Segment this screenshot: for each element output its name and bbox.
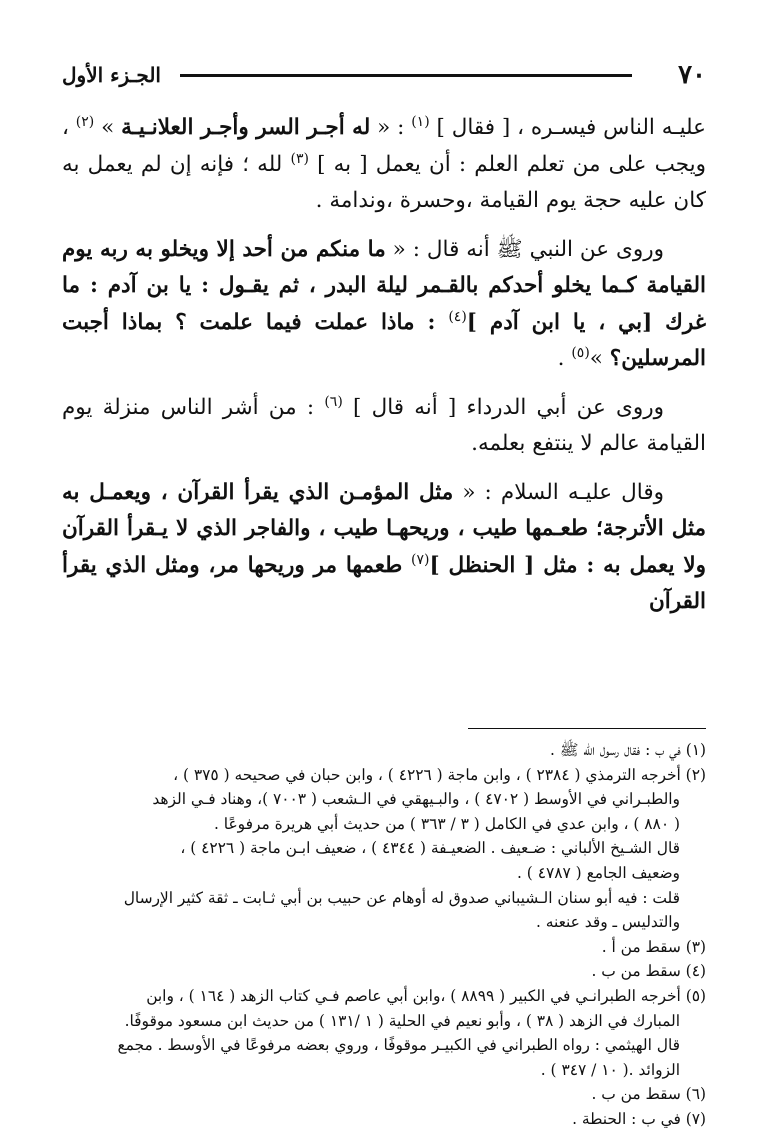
paragraph-1: عليـه الناس فيسـره ، [ فقال ] $^{(١)}$ : « له أجـر السر وأجـر العلانـيـة » $^{(٢)}$ ، ويجب على من تعلم العلم : أن يعمل [ به ] $^{(٣)}$ لله ؛ فإنه إن لم يعمل به كان عليه حجة يوم القيامة ،وحسرة ،وندامة .: [62, 113, 707, 213]
footnote-5: (٥) أخرجه الطبرانـي في الكبير ( ٨٨٩٩ ) ،وابن أبي عاصم فـي كتاب الزهد ( ١٦٤ ) ، وابن المبارك في الزهد ( ٣٨ ) ، وأبو نعيم في الحلية ( ١ /١٣١ ) من حديث ابن مسعود موقوفًا. قال الهيثمي : رواه الطبراني في الكبيـر موقوفًا ، وروي بعضه مرفوعًا في الأوسط . مجمع الزوائد .( ١٠ / ٣٤٧ ) .: [117, 986, 706, 1079]
footnote-ref-6[interactable]: (٦): [324, 393, 343, 410]
footnote-3: (٣) سقط من أ .: [601, 937, 706, 956]
running-title: الجـزء الأول: [62, 63, 161, 87]
footnote-4: (٤) سقط من ب .: [591, 962, 706, 981]
hadith-quote: ما منكم من أحد إلا ويخلو به ربه يوم القيامة كـما يخلو أحدكم بالقـمر ليلة البدر ، ثم يقـول : يا بن آدم : ما غرك [بي ، يا ابن آدم ]: [62, 236, 706, 335]
page-header: [62, 60, 706, 92]
main-text: [62, 110, 706, 633]
hadith-quote: : ماذا عملت فيما علمت ؟ بماذا أجبت المرسلين؟: [62, 309, 706, 371]
footnote-ref-1[interactable]: (١): [411, 113, 430, 130]
footnote-ref-5[interactable]: (٥): [571, 344, 590, 361]
hadith-quote: طعمها مر وريحها مر، ومثل الذي يقرأ القرآن: [62, 552, 706, 614]
footnote-2: (٢) أخرجه الترمذي ( ٢٣٨٤ ) ، وابن ماجة ( ٤٢٢٦ ) ، وابن حبان في صحيحه ( ٣٧٥ ) ، والطبـراني في الأوسط ( ٤٧٠٢ ) ، والبـيهقي في الـشعب ( ٧٠٠٣ )، وهناد فـي الزهد ( ٨٨٠ ) ، وابن عدي في الكامل ( ٣ / ٣٦٣ ) من حديث أبي هريرة مرفوعًا . قال الشـيخ الألباني : ضـعيف . الضعيـفة ( ٤٣٤٤ ) ، ضعيف ابـن ماجة ( ٤٢٢٦ ) ، وضعيف الجامع ( ٤٧٨٧ ) . قلت : فيه أبو سنان الـشيباني صدوق له أوهام عن حبيب بن أبي ثـابت ـ ثقة كثير الإرسال والتدليس ـ وقد عنعنه .: [123, 765, 706, 932]
footnote-separator: [468, 728, 706, 729]
paragraph-3: وروى عن أبي الدرداء [ أنه قال ] $^{(٦)}$ : من أشر الناس منزلة يوم القيامة عالم لا ينتفع بعلمه.: [62, 393, 706, 456]
footnote-ref-3[interactable]: (٣): [290, 150, 309, 167]
footnote-ref-2[interactable]: (٢): [75, 113, 95, 130]
footnote-ref-7[interactable]: (٧): [411, 551, 430, 568]
header-rule: [180, 74, 632, 77]
paragraph-2: وروى عن النبي ﷺ أنه قال : « ما منكم من أحد إلا ويخلو به ربه يوم القيامة كـما يخلو أحدكم بالقـمر ليلة البدر ، ثم يقـول : يا بن آدم : ما غرك [بي ، يا ابن آدم ]$^{(٤)}$ : ماذا عملت فيما علمت ؟ بماذا أجبت المرسلين؟ »$^{(٥)}$ .: [62, 236, 706, 371]
footnote-1: (١) في ب : فقال رسول الله ﷺ .: [550, 741, 706, 759]
footnote-ref-4[interactable]: (٤): [448, 308, 467, 325]
footnotes: [62, 738, 706, 1132]
hadith-quote: له أجـر السر وأجـر العلانـيـة: [121, 115, 371, 140]
hadith-quote: مثل المؤمـن الذي يقرأ القرآن ، ويعمـل به مثل الأترجة؛ طعـمها طيب ، وريحهـا طيب ، والفاجر الذي لا يـقرأ القرآن ولا يعمل به : مثل [ الحنظل ]: [62, 479, 706, 578]
page-number: ٧٠: [678, 60, 706, 90]
footnote-7: (٧) في ب : الحنطة .: [572, 1109, 706, 1128]
paragraph-4: وقال عليـه السلام : « مثل المؤمـن الذي يقرأ القرآن ، ويعمـل به مثل الأترجة؛ طعـمها طيب ، وريحهـا طيب ، والفاجر الذي لا يـقرأ القرآن ولا يعمل به : مثل [ الحنظل ]$^{(٧)}$ طعمها مر وريحها مر، ومثل الذي يقرأ القرآن: [62, 479, 706, 614]
footnote-6: (٦) سقط من ب .: [591, 1085, 706, 1104]
